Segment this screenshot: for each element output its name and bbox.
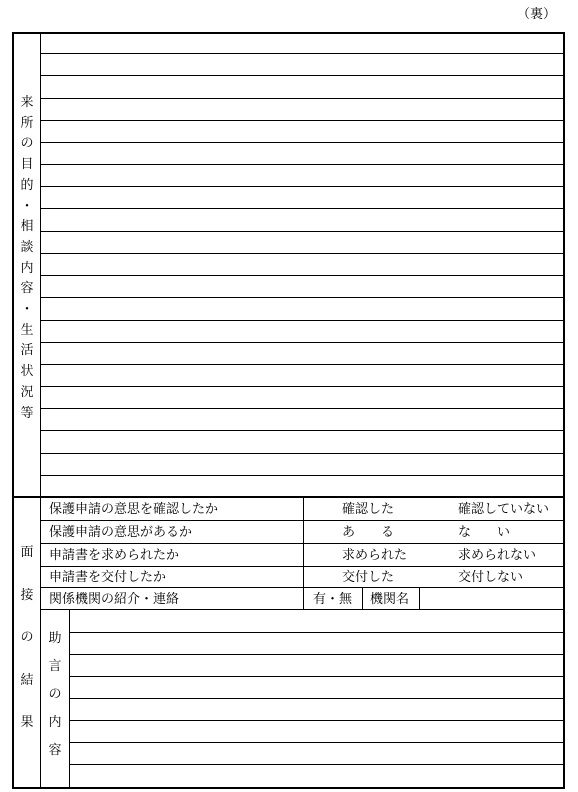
label-char: 容 — [48, 743, 62, 758]
advice-rule-line — [70, 632, 564, 633]
checklist-option-a[interactable]: 求められた — [342, 548, 408, 563]
label-char: 目 — [20, 157, 34, 173]
purpose-rule-line — [41, 253, 564, 254]
referral-question: 関係機関の紹介・連絡 — [49, 592, 180, 607]
referral-agency-label: 機関名 — [370, 592, 410, 607]
purpose-rule-line — [41, 453, 564, 454]
purpose-rule-line — [41, 364, 564, 365]
label-char: 来 — [20, 95, 34, 110]
checklist-option-b[interactable]: 確認していない — [458, 502, 550, 517]
purpose-rule-line — [41, 53, 564, 54]
purpose-rule-line — [41, 186, 564, 187]
label-char: の — [20, 630, 34, 645]
referral-yes-no[interactable]: 有・無 — [313, 592, 353, 607]
checklist-question: 保護申請の意思があるか — [49, 525, 193, 540]
label-char: ・ — [20, 302, 34, 317]
label-char: の — [48, 687, 62, 702]
referral-agency-divider — [419, 588, 420, 609]
label-char: 況 — [20, 384, 34, 400]
label-char: 助 — [48, 631, 62, 646]
label-char: 相 — [20, 219, 34, 235]
label-char: 結 — [20, 672, 34, 688]
checklist-row-line — [41, 609, 564, 610]
purpose-rule-line — [41, 475, 564, 476]
label-char: 談 — [20, 239, 34, 255]
label-char: 容 — [20, 281, 34, 297]
checklist-question: 保護申請の意思を確認したか — [49, 502, 219, 517]
label-char: 内 — [48, 715, 62, 730]
label-char: 果 — [20, 715, 34, 730]
checklist-option-b[interactable]: 求められない — [458, 548, 537, 563]
purpose-rule-line — [41, 98, 564, 99]
advice-rule-line — [70, 720, 564, 721]
label-char: 所 — [20, 115, 34, 131]
checklist-question: 申請書を交付したか — [49, 570, 167, 585]
back-side-mark: （裏） — [516, 7, 556, 22]
label-char: 状 — [20, 364, 34, 380]
checklist-option-a[interactable]: 確認した — [342, 502, 395, 517]
purpose-label-divider — [40, 33, 41, 497]
label-char: 接 — [20, 587, 34, 603]
label-char: 言 — [48, 659, 62, 674]
label-char: の — [20, 136, 34, 152]
purpose-rule-line — [41, 208, 564, 209]
advice-rule-line — [70, 698, 564, 699]
advice-rule-line — [70, 654, 564, 655]
checklist-option-b[interactable]: 交付しない — [458, 570, 524, 585]
advice-rule-line — [70, 676, 564, 677]
purpose-rule-line — [41, 386, 564, 387]
label-char: 面 — [20, 545, 34, 560]
purpose-rule-line — [41, 120, 564, 121]
section-divider — [12, 496, 565, 498]
checklist-option-b[interactable]: な い — [458, 525, 511, 540]
label-char: 等 — [20, 405, 34, 421]
purpose-rule-line — [41, 408, 564, 409]
label-char: 活 — [20, 343, 34, 359]
checklist-option-a[interactable]: あ る — [342, 525, 395, 540]
purpose-rule-line — [41, 164, 564, 165]
label-char: 生 — [20, 322, 34, 338]
advice-rule-line — [70, 742, 564, 743]
label-char: ・ — [20, 198, 34, 214]
purpose-rule-line — [41, 320, 564, 321]
referral-yesno-divider — [362, 588, 363, 609]
advice-rule-line — [70, 764, 564, 765]
purpose-rule-line — [41, 342, 564, 343]
label-char: 内 — [20, 260, 34, 276]
purpose-rule-line — [41, 297, 564, 298]
checklist-question: 申請書を求められたか — [49, 548, 180, 563]
purpose-rule-line — [41, 75, 564, 76]
purpose-rule-line — [41, 142, 564, 143]
label-char: 的 — [20, 177, 34, 193]
checklist-option-a[interactable]: 交付した — [342, 570, 395, 585]
purpose-rule-line — [41, 231, 564, 232]
advice-label-divider — [69, 610, 70, 788]
purpose-rule-line — [41, 275, 564, 276]
checklist-column-divider — [303, 497, 304, 609]
purpose-rule-line — [41, 430, 564, 431]
